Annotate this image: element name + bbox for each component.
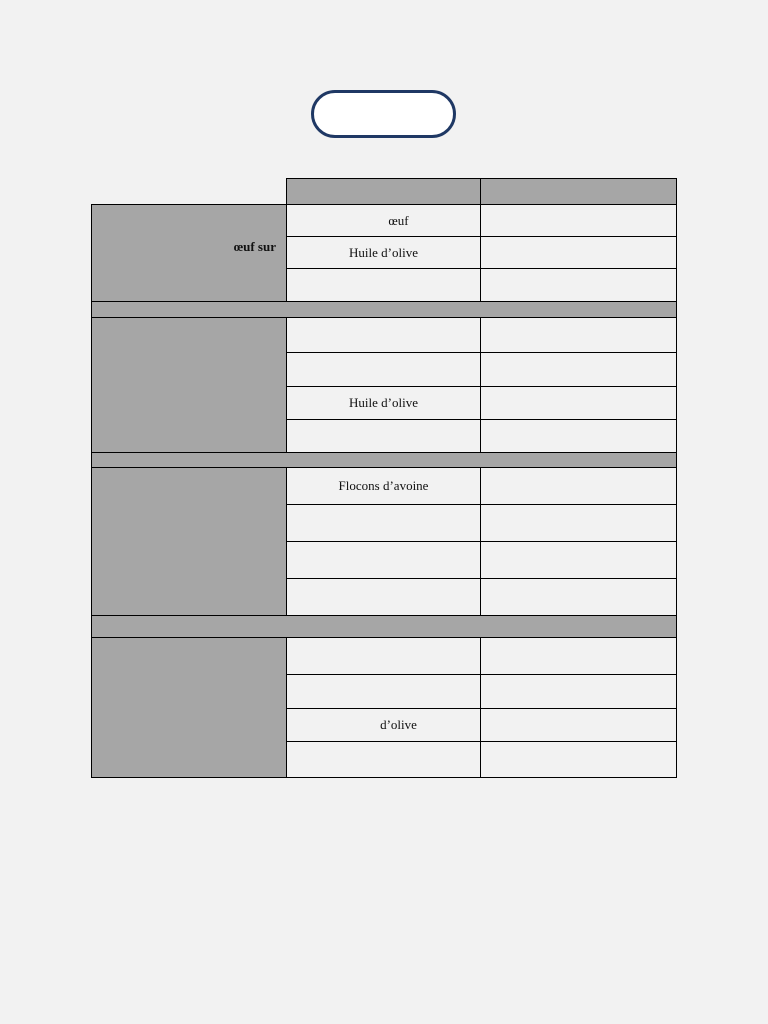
meal-2-quantity-2 bbox=[480, 352, 677, 387]
meal-4-ingredient-1 bbox=[286, 637, 481, 675]
header-cell-quantity bbox=[480, 178, 677, 205]
meal-2-quantity-1 bbox=[480, 317, 677, 353]
meal-1-quantity-2 bbox=[480, 236, 677, 269]
meal-3-ingredient-4 bbox=[286, 578, 481, 616]
meal-2-ingredient-2 bbox=[286, 352, 481, 387]
meal-3-ingredient-2 bbox=[286, 504, 481, 542]
meal-4-quantity-1 bbox=[480, 637, 677, 675]
meal-4-label-cell bbox=[91, 637, 287, 778]
meal-1-label: œuf sur bbox=[233, 239, 276, 254]
meal-3-quantity-1 bbox=[480, 467, 677, 505]
meal-3-ingredient-3 bbox=[286, 541, 481, 579]
meal-4-ingredient-3: d’olive bbox=[286, 708, 481, 742]
meal-3-label-cell bbox=[91, 467, 287, 616]
header-cell-ingredient bbox=[286, 178, 481, 205]
meal-4-ingredient-2 bbox=[286, 674, 481, 709]
separator-row-1 bbox=[91, 301, 677, 318]
meal-1-ingredient-2: Huile d’olive bbox=[286, 236, 481, 269]
meal-1-ingredient-1: œuf bbox=[286, 204, 481, 237]
title-box bbox=[311, 90, 456, 138]
meal-3-ingredient-1: Flocons d’avoine bbox=[286, 467, 481, 505]
separator-row-2 bbox=[91, 452, 677, 468]
separator-row-3 bbox=[91, 615, 677, 638]
meal-2-quantity-4 bbox=[480, 419, 677, 453]
meal-3-quantity-2 bbox=[480, 504, 677, 542]
meal-2-quantity-3 bbox=[480, 386, 677, 420]
meal-1-quantity-3 bbox=[480, 268, 677, 302]
meal-3-quantity-4 bbox=[480, 578, 677, 616]
meal-4-quantity-3 bbox=[480, 708, 677, 742]
meal-2-ingredient-1 bbox=[286, 317, 481, 353]
meal-2-ingredient-3: Huile d’olive bbox=[286, 386, 481, 420]
meal-1-ingredient-3 bbox=[286, 268, 481, 302]
meal-4-quantity-2 bbox=[480, 674, 677, 709]
meal-2-label-cell bbox=[91, 317, 287, 453]
meal-4-quantity-4 bbox=[480, 741, 677, 778]
meal-2-ingredient-4 bbox=[286, 419, 481, 453]
meal-4-ingredient-4 bbox=[286, 741, 481, 778]
meal-1-label-cell bbox=[91, 204, 287, 302]
meal-1-quantity-1 bbox=[480, 204, 677, 237]
meal-3-quantity-3 bbox=[480, 541, 677, 579]
